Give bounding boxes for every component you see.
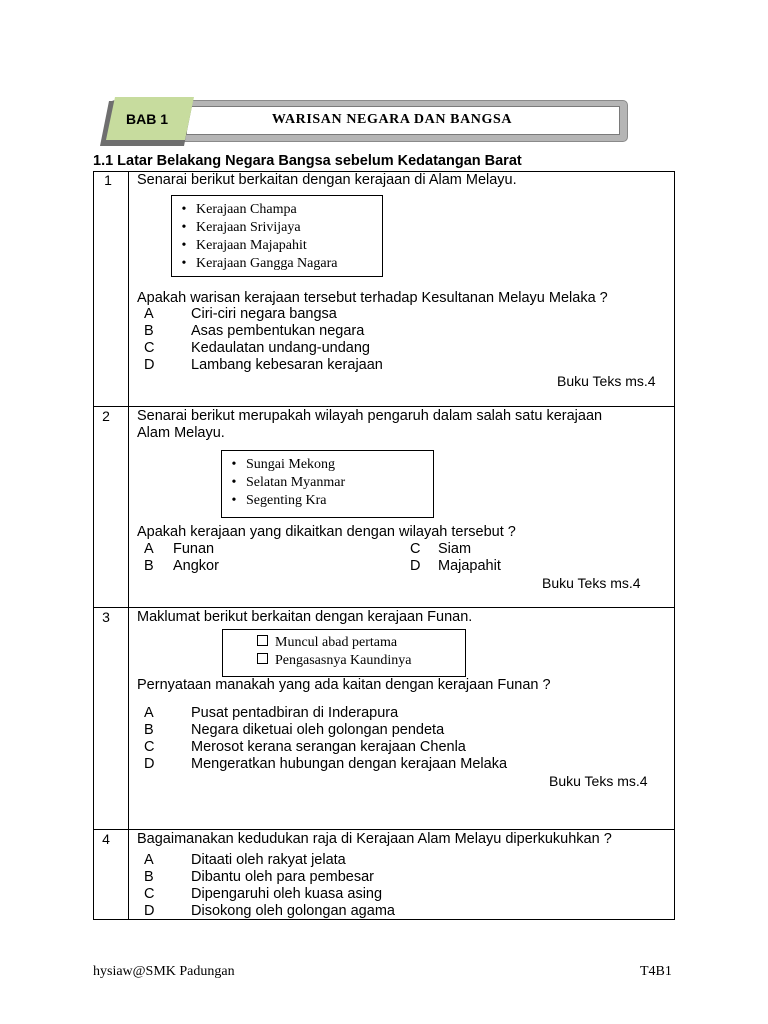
table-column-divider	[128, 171, 129, 920]
question-number: 1	[104, 172, 112, 188]
question-text: Apakah kerajaan yang dikaitkan dengan wilayah tersebut ?	[137, 524, 516, 540]
option-text: Dipengaruhi oleh kuasa asing	[191, 886, 383, 902]
option-text: Ciri-ciri negara bangsa	[191, 306, 337, 322]
info-box	[222, 629, 466, 677]
section-heading: 1.1 Latar Belakang Negara Bangsa sebelum Kedatangan Barat	[93, 153, 522, 169]
bullet-icon: •	[231, 493, 237, 508]
option-text: Pusat pentadbiran di Inderapura	[191, 705, 399, 721]
question-text: Bagaimanakan kedudukan raja di Kerajaan Alam Melayu diperkukuhkan ?	[137, 831, 612, 847]
option-text: Disokong oleh golongan agama	[191, 903, 395, 919]
question-number: 4	[102, 831, 110, 847]
option-text: Negara diketuai oleh golongan pendeta	[191, 722, 445, 738]
list-item: • Segenting Kra	[222, 492, 433, 510]
list-item: Muncul abad pertama	[253, 634, 465, 652]
bullet-icon: •	[181, 202, 187, 217]
option-text: Funan	[173, 541, 215, 557]
info-box	[171, 195, 383, 277]
checkbox-icon	[257, 635, 268, 646]
question-stem: Maklumat berikut berkaitan dengan kerajaan Funan.	[137, 609, 473, 625]
bullet-icon: •	[181, 238, 187, 253]
footer-page-code: T4B1	[640, 964, 672, 979]
option-letter: A	[144, 852, 154, 868]
option-letter: A	[144, 306, 154, 322]
option-text: Asas pembentukan negara	[191, 323, 365, 339]
option-text: Ditaati oleh rakyat jelata	[191, 852, 346, 868]
question-number: 2	[102, 408, 110, 424]
option-letter: C	[144, 340, 155, 356]
table-row-divider	[93, 406, 675, 407]
option-text: Lambang kebesaran kerajaan	[191, 357, 383, 373]
list-item: Pengasasnya Kaundinya	[253, 652, 465, 670]
info-box	[221, 450, 434, 518]
option-letter: D	[410, 558, 421, 574]
option-letter: D	[144, 903, 155, 919]
textbook-reference: Buku Teks ms.4	[557, 373, 656, 389]
list-item: • Kerajaan Majapahit	[172, 237, 382, 255]
option-letter: B	[144, 558, 154, 574]
textbook-reference: Buku Teks ms.4	[542, 575, 641, 591]
option-text: Kedaulatan undang-undang	[191, 340, 370, 356]
option-text: Siam	[438, 541, 472, 557]
option-letter: C	[144, 739, 155, 755]
option-letter: D	[144, 357, 155, 373]
chapter-title: WARISAN NEGARA DAN BANGSA	[271, 112, 513, 127]
option-letter: C	[144, 886, 155, 902]
question-text: Pernyataan manakah yang ada kaitan dengan kerajaan Funan ?	[137, 677, 551, 693]
bullet-icon: •	[231, 457, 237, 472]
option-text: Dibantu oleh para pembesar	[191, 869, 374, 885]
chapter-tab-label: BAB 1	[125, 111, 168, 127]
option-letter: B	[144, 869, 154, 885]
question-stem: Senarai berikut merupakah wilayah pengaruh dalam salah satu kerajaan	[137, 408, 603, 424]
option-letter: C	[410, 541, 421, 557]
list-item: • Kerajaan Srivijaya	[172, 219, 382, 237]
option-text: Merosot kerana serangan kerajaan Chenla	[191, 739, 466, 755]
question-number: 3	[102, 609, 110, 625]
question-stem: Senarai berikut berkaitan dengan kerajaan di Alam Melayu.	[137, 172, 517, 188]
list-item: • Kerajaan Gangga Nagara	[172, 255, 382, 273]
list-item: • Sungai Mekong	[222, 456, 433, 474]
table-row-divider	[93, 607, 675, 608]
option-letter: B	[144, 323, 154, 339]
option-letter: D	[144, 756, 155, 772]
option-letter: A	[144, 705, 154, 721]
table-row-divider	[93, 829, 675, 830]
question-text: Apakah warisan kerajaan tersebut terhadap Kesultanan Melayu Melaka ?	[137, 290, 608, 306]
textbook-reference: Buku Teks ms.4	[549, 773, 648, 789]
option-letter: B	[144, 722, 154, 738]
question-stem: Alam Melayu.	[137, 425, 225, 441]
bullet-icon: •	[231, 475, 237, 490]
checkbox-icon	[257, 653, 268, 664]
list-item: • Selatan Myanmar	[222, 474, 433, 492]
list-item: • Kerajaan Champa	[172, 201, 382, 219]
option-letter: A	[144, 541, 154, 557]
footer-author: hysiaw@SMK Padungan	[93, 964, 235, 979]
bullet-icon: •	[181, 256, 187, 271]
bullet-icon: •	[181, 220, 187, 235]
option-text: Angkor	[173, 558, 219, 574]
option-text: Mengeratkan hubungan dengan kerajaan Melaka	[191, 756, 508, 772]
option-text: Majapahit	[438, 558, 501, 574]
